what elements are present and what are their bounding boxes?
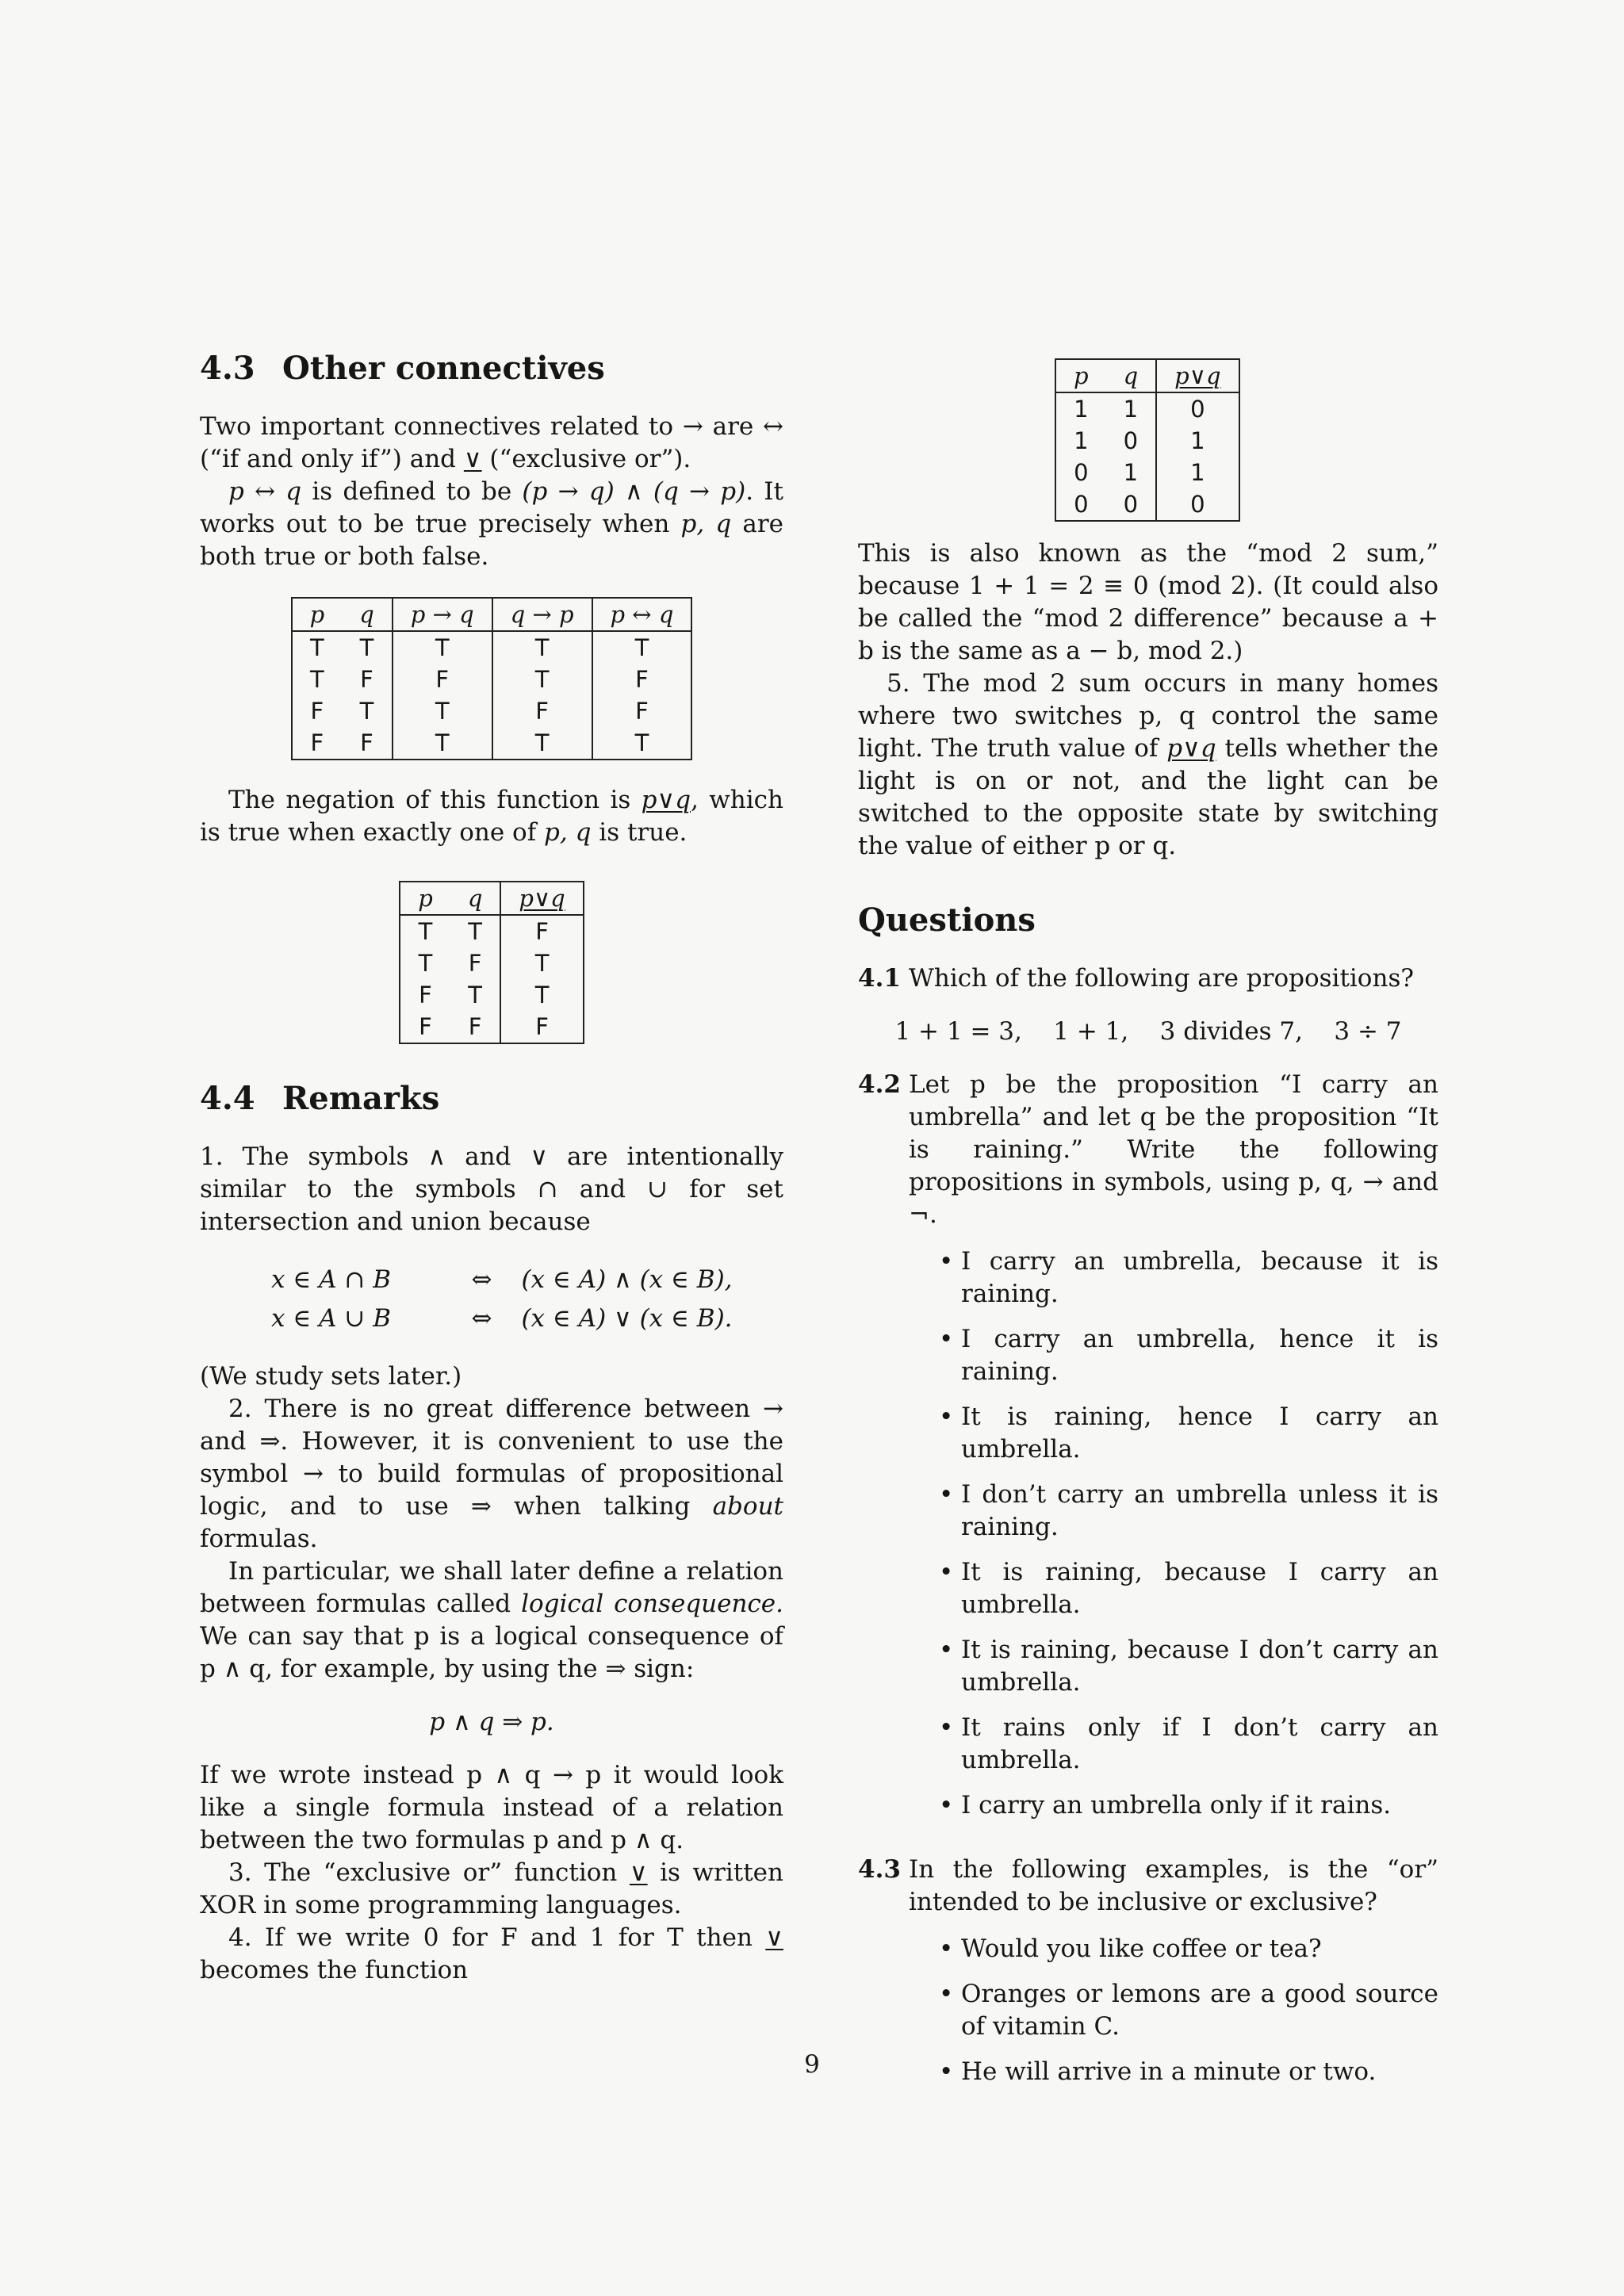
list-item: • Oranges or lemons are a good source of vitamin C.: [939, 1978, 1438, 2043]
table-cell: 1: [1106, 457, 1157, 488]
table-cell: F: [342, 664, 393, 695]
question-number: 4.1: [858, 964, 901, 993]
table-header: p∨q: [1156, 359, 1239, 392]
truth-table-xor: [399, 881, 584, 1044]
section-heading-4-4: 4.4 Remarks: [200, 1080, 440, 1117]
table-cell: T: [492, 727, 592, 760]
table-header: p → q: [393, 598, 492, 631]
list-item: • It is raining, because I carry an umbrella.: [939, 1556, 1438, 1621]
table-cell: F: [500, 915, 583, 947]
list-item: • I don’t carry an umbrella unless it is raining.: [939, 1479, 1438, 1544]
right-column: [858, 358, 1438, 2101]
table-cell: T: [450, 979, 501, 1011]
list-item: • It rains only if I don’t carry an umbrella.: [939, 1712, 1438, 1777]
table-header: p: [400, 882, 450, 915]
table-header: p∨q: [500, 882, 583, 915]
table-cell: 0: [1106, 488, 1157, 521]
list-item: • He will arrive in a minute or two.: [939, 2056, 1438, 2088]
table-header: p: [292, 598, 343, 631]
equation-symbol: ⇔: [471, 1304, 492, 1333]
table-header: q: [342, 598, 393, 631]
table-cell: 1: [1055, 392, 1106, 425]
list-item: • I carry an umbrella only if it rains.: [939, 1789, 1438, 1822]
equation-rhs: (x ∈ A) ∧ (x ∈ B),: [521, 1265, 733, 1294]
table-header-row: [1055, 359, 1239, 392]
table-row: [1055, 488, 1239, 521]
table-cell: T: [400, 915, 450, 947]
table-header-row: [292, 598, 692, 631]
table-cell: 1: [1156, 425, 1239, 457]
table-cell: 0: [1055, 457, 1106, 488]
question-number: 4.2: [858, 1070, 901, 1099]
remark-formula-note: If we wrote instead p ∧ q → p it would look like a single formula instead of a relation between the two formulas p and p ∧ q.: [200, 1761, 783, 1854]
paragraph-negation: The negation of this function is p∨q, which is true when exactly one of p, q is true.: [200, 786, 784, 847]
question-text: In the following examples, is the “or” intended to be inclusive or exclusive?: [909, 1855, 1438, 1916]
table-header-row: [400, 882, 584, 915]
table-header: q: [1106, 359, 1157, 392]
table-cell: T: [393, 727, 492, 760]
questions-heading: Questions: [858, 901, 1036, 939]
list-item: • It is raining, hence I carry an umbrella.: [939, 1401, 1438, 1466]
remark-2: 2. There is no great difference between → and ⇒. However, it is convenient to use the symbol → to build formulas of propositional logic, and to use ⇒ when talking about formulas.: [200, 1395, 783, 1553]
table-cell: T: [292, 664, 343, 695]
table-row: [292, 727, 692, 760]
set-equations: [271, 1264, 783, 1335]
table-cell: 0: [1156, 488, 1239, 521]
table-cell: T: [592, 727, 692, 760]
paragraph-iff-definition: p ↔ q is defined to be (p → q) ∧ (q → p). It works out to be true precisely when p, q are both true or both false.: [200, 477, 783, 571]
table-cell: T: [342, 695, 393, 727]
table-cell: F: [393, 664, 492, 695]
table-cell: T: [500, 947, 583, 979]
table-cell: F: [292, 695, 343, 727]
question-4-1-expressions: 1 + 1 = 3, 1 + 1, 3 divides 7, 3 ÷ 7: [894, 1017, 1402, 1046]
page-number: 9: [804, 2050, 820, 2079]
table-cell: T: [492, 631, 592, 664]
table-row: [400, 915, 584, 947]
table-cell: F: [500, 1011, 583, 1043]
table-row: [1055, 425, 1239, 457]
question-number: 4.3: [858, 1855, 901, 1884]
table-cell: F: [592, 664, 692, 695]
question-text: Let p be the proposition “I carry an umbrella” and let q be the proposition “It is raining.” Write the following propositions in symbols, using p, q, → and ¬.: [909, 1070, 1438, 1229]
table-cell: 0: [1106, 425, 1157, 457]
remark-4: 4. If we write 0 for F and 1 for T then ∨ becomes the function: [200, 1923, 783, 1984]
table-cell: F: [292, 727, 343, 760]
table-cell: F: [342, 727, 393, 760]
remark-sets-note: (We study sets later.): [200, 1362, 462, 1391]
table-cell: T: [342, 631, 393, 664]
table-cell: T: [492, 664, 592, 695]
equation-symbol: ⇔: [471, 1265, 492, 1294]
table-cell: T: [450, 915, 501, 947]
table-cell: F: [592, 695, 692, 727]
truth-table-iff: [291, 597, 693, 760]
remark-logical-consequence: In particular, we shall later define a relation between formulas called logical consequence. We can say that p is a logical consequence of p ∧ q, for example, by using the ⇒ sign:: [200, 1557, 783, 1683]
table-row: [400, 1011, 584, 1043]
table-cell: T: [592, 631, 692, 664]
table-header: p ↔ q: [592, 598, 692, 631]
table-cell: 0: [1055, 488, 1106, 521]
table-row: [1055, 392, 1239, 425]
list-item: • It is raining, because I don’t carry an umbrella.: [939, 1634, 1438, 1699]
list-item: • I carry an umbrella, hence it is raining.: [939, 1323, 1438, 1388]
table-row: [400, 979, 584, 1011]
question-text: Which of the following are propositions?: [909, 964, 1414, 993]
table-cell: F: [400, 1011, 450, 1043]
question-4-2: [858, 1069, 1438, 1835]
table-cell: 1: [1055, 425, 1106, 457]
equation-lhs: x ∈ A ∩ B: [271, 1265, 391, 1294]
question-4-1: [858, 962, 1438, 995]
question-4-2-list: [939, 1246, 1438, 1822]
list-item: • Would you like coffee or tea?: [939, 1933, 1438, 1965]
table-cell: T: [292, 631, 343, 664]
remark-3: 3. The “exclusive or” function ∨ is written XOR in some programming languages.: [200, 1858, 783, 1919]
equation-rhs: (x ∈ A) ∨ (x ∈ B).: [521, 1304, 733, 1333]
table-cell: T: [400, 947, 450, 979]
remark-5: 5. The mod 2 sum occurs in many homes where two switches p, q control the same light. The truth value of p∨q tells whether the light is on or not, and the light can be switched to the opposite state by switching the value of either p or q.: [858, 669, 1438, 860]
table-header: q: [450, 882, 501, 915]
table-header: p: [1055, 359, 1106, 392]
section-heading-4-3: 4.3 Other connectives: [200, 350, 605, 387]
table-row: [400, 947, 584, 979]
table-row: [292, 695, 692, 727]
table-cell: 0: [1156, 392, 1239, 425]
table-header: q → p: [492, 598, 592, 631]
table-row: [292, 631, 692, 664]
paragraph-intro: Two important connectives related to → are ↔ (“if and only if”) and ∨ (“exclusive or”).: [200, 412, 784, 473]
truth-table-mod2: [1055, 358, 1240, 522]
list-item: • I carry an umbrella, because it is raining.: [939, 1246, 1438, 1311]
table-row: [1055, 457, 1239, 488]
table-cell: 1: [1106, 392, 1157, 425]
remark-1: 1. The symbols ∧ and ∨ are intentionally similar to the symbols ∩ and ∪ for set intersection and union because: [200, 1142, 783, 1236]
table-cell: T: [393, 695, 492, 727]
table-cell: 1: [1156, 457, 1239, 488]
left-column: [200, 349, 783, 1987]
table-row: [292, 664, 692, 695]
paragraph-mod2-sum: This is also known as the “mod 2 sum,” because 1 + 1 = 2 ≡ 0 (mod 2). (It could also be called the “mod 2 difference” because a + b is the same as a − b, mod 2.): [858, 539, 1438, 665]
table-cell: F: [400, 979, 450, 1011]
table-cell: T: [393, 631, 492, 664]
table-cell: F: [450, 1011, 501, 1043]
table-cell: F: [492, 695, 592, 727]
table-cell: F: [450, 947, 501, 979]
display-formula: p ∧ q ⇒ p.: [429, 1708, 554, 1736]
equation-lhs: x ∈ A ∪ B: [271, 1304, 391, 1333]
table-cell: T: [500, 979, 583, 1011]
